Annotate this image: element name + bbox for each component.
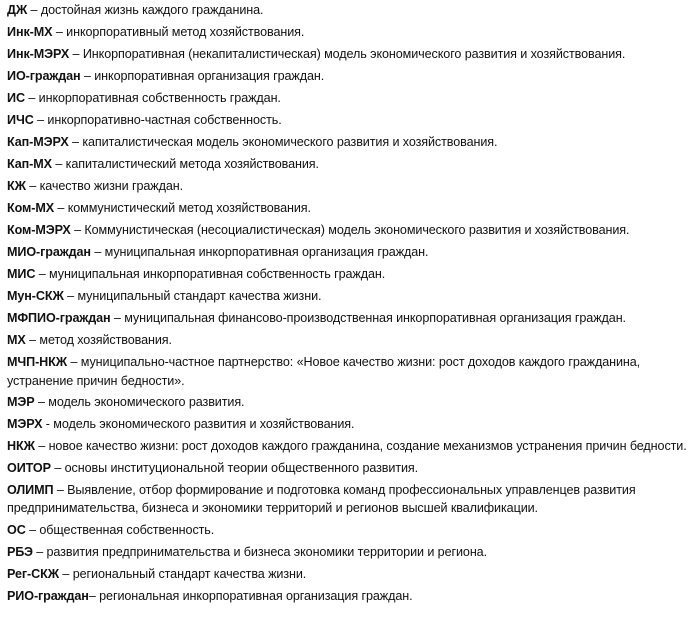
entry-abbreviation: МХ: [7, 333, 26, 347]
glossary-entry: [7, 111, 695, 130]
entry-separator: –: [27, 3, 41, 17]
entry-definition: муниципальная инкорпоративная организация граждан.: [104, 245, 429, 259]
entry-abbreviation: МЭР: [7, 395, 35, 409]
entry-separator: –: [35, 267, 50, 281]
entry-separator: –: [88, 588, 100, 603]
entry-separator: –: [54, 201, 68, 215]
entry-separator: –: [50, 460, 65, 475]
entry-separator: –: [51, 157, 66, 171]
entry-abbreviation: Мун-СКЖ: [7, 289, 64, 303]
glossary-document: [7, 1, 695, 609]
entry-separator: –: [59, 566, 73, 581]
entry-definition: развития предпринимательства и бизнеса экономики территории и региона.: [46, 544, 487, 559]
glossary-entry: [7, 437, 695, 456]
glossary-entry: [7, 1, 695, 20]
glossary-entry: [7, 565, 695, 584]
glossary-entry: [7, 415, 695, 434]
entry-separator: –: [32, 544, 47, 559]
entry-definition: инкорпоративная собственность граждан.: [38, 91, 281, 105]
entry-definition: муниципальная инкорпоративная собственность граждан.: [49, 267, 386, 281]
entry-separator: –: [63, 289, 78, 303]
entry-definition: качество жизни граждан.: [39, 179, 184, 193]
entry-abbreviation: ДЖ: [7, 3, 28, 17]
entry-definition: муниципальная финансово-производственная инкорпоративная организация граждан.: [124, 311, 626, 325]
entry-definition: новое качество жизни: рост доходов каждого гражданина, создание механизмов устранения причин бедности.: [48, 439, 687, 453]
entry-abbreviation: МФПИО-граждан: [7, 311, 111, 325]
glossary-entry: [7, 331, 695, 350]
glossary-entry: [7, 67, 695, 86]
entry-definition: капиталистическая модель экономического развития и хозяйствования.: [82, 135, 498, 149]
entry-definition: Коммунистическая (несоциалистическая) модель экономического развития и хозяйствования.: [84, 223, 630, 237]
entry-definition: метод хозяйствования.: [39, 333, 172, 347]
entry-definition: модель экономического развития.: [48, 395, 245, 409]
glossary-entry: [7, 177, 695, 196]
entry-separator: –: [110, 311, 125, 325]
glossary-entry: [7, 199, 695, 218]
entry-definition: Выявление, отбор формирование и подготовка команд профессиональных управленцев развития предпринимательства, бизнеса и экономики территорий и регионов высшей квалификации.: [7, 482, 636, 515]
entry-abbreviation: Кап-МЭРХ: [7, 135, 69, 149]
glossary-entry: [7, 543, 695, 562]
glossary-entry: [7, 459, 695, 478]
entry-abbreviation: ИС: [7, 91, 25, 105]
entry-abbreviation: МЧП-НКЖ: [7, 355, 68, 369]
glossary-entry: [7, 309, 695, 328]
entry-abbreviation: МИО-граждан: [7, 245, 91, 259]
glossary-entry: [7, 353, 695, 390]
entry-definition: основы институциональной теории общественного развития.: [64, 460, 419, 475]
glossary-entry: [7, 393, 695, 412]
entry-separator: –: [70, 223, 85, 237]
entry-abbreviation: РИО-граждан: [7, 588, 89, 603]
entry-abbreviation: ИО-граждан: [7, 69, 81, 83]
entry-separator: -: [42, 417, 54, 431]
glossary-entry: [7, 265, 695, 284]
entry-separator: –: [34, 395, 49, 409]
entry-definition: инкорпоративная организация граждан.: [94, 69, 325, 83]
entry-separator: –: [33, 113, 48, 127]
entry-separator: –: [25, 333, 40, 347]
entry-abbreviation: МЭРХ: [7, 417, 43, 431]
entry-abbreviation: РБЭ: [7, 544, 33, 559]
entry-abbreviation: ИЧС: [7, 113, 34, 127]
entry-definition: достойная жизнь каждого гражданина.: [40, 3, 264, 17]
entry-separator: –: [25, 179, 40, 193]
entry-definition: общественная собственность.: [39, 522, 215, 537]
glossary-entry: [7, 23, 695, 42]
entry-abbreviation: ОИТОР: [7, 460, 51, 475]
entry-definition: муниципально-частное партнерство: «Новое качество жизни: рост доходов каждого гражданина, устранение причин бедности».: [7, 355, 641, 388]
entry-separator: –: [52, 25, 67, 39]
glossary-entry: [7, 89, 695, 108]
glossary-entry: [7, 243, 695, 262]
entry-abbreviation: Ком-МХ: [7, 201, 55, 215]
entry-definition: инкорпоративный метод хозяйствования.: [66, 25, 305, 39]
entry-abbreviation: Рег-СКЖ: [7, 566, 59, 581]
entry-abbreviation: НКЖ: [7, 439, 35, 453]
entry-abbreviation: МИС: [7, 267, 36, 281]
glossary-entry: [7, 221, 695, 240]
entry-separator: –: [24, 91, 39, 105]
entry-separator: –: [68, 135, 83, 149]
entry-separator: –: [53, 482, 68, 497]
entry-definition: модель экономического развития и хозяйствования.: [53, 417, 355, 431]
entry-separator: –: [80, 69, 95, 83]
glossary-entry: [7, 287, 695, 306]
glossary-entry: [7, 481, 695, 518]
entry-definition: капиталистический метода хозяйствования.: [65, 157, 319, 171]
entry-abbreviation: ОС: [7, 522, 26, 537]
glossary-entry: [7, 521, 695, 540]
glossary-entry: [7, 45, 695, 64]
entry-separator: –: [34, 439, 49, 453]
glossary-entry: [7, 587, 695, 606]
entry-abbreviation: Инк-МЭРХ: [7, 47, 70, 61]
entry-separator: –: [90, 245, 105, 259]
entry-definition: региональная инкорпоративная организация граждан.: [99, 588, 413, 603]
entry-definition: муниципальный стандарт качества жизни.: [77, 289, 322, 303]
entry-abbreviation: Ком-МЭРХ: [7, 223, 71, 237]
entry-definition: инкорпоративно-частная собственность.: [47, 113, 282, 127]
entry-definition: Инкорпоративная (некапиталистическая) модель экономического развития и хозяйствования.: [82, 47, 626, 61]
entry-separator: –: [67, 355, 81, 369]
entry-abbreviation: Инк-МХ: [7, 25, 53, 39]
glossary-entry: [7, 155, 695, 174]
entry-definition: региональный стандарт качества жизни.: [72, 566, 307, 581]
entry-definition: коммунистический метод хозяйствования.: [67, 201, 311, 215]
entry-abbreviation: Кап-МХ: [7, 157, 52, 171]
entry-separator: –: [25, 522, 40, 537]
entry-abbreviation: КЖ: [7, 179, 26, 193]
glossary-entry: [7, 133, 695, 152]
entry-separator: –: [69, 47, 83, 61]
entry-abbreviation: ОЛИМП: [7, 482, 54, 497]
